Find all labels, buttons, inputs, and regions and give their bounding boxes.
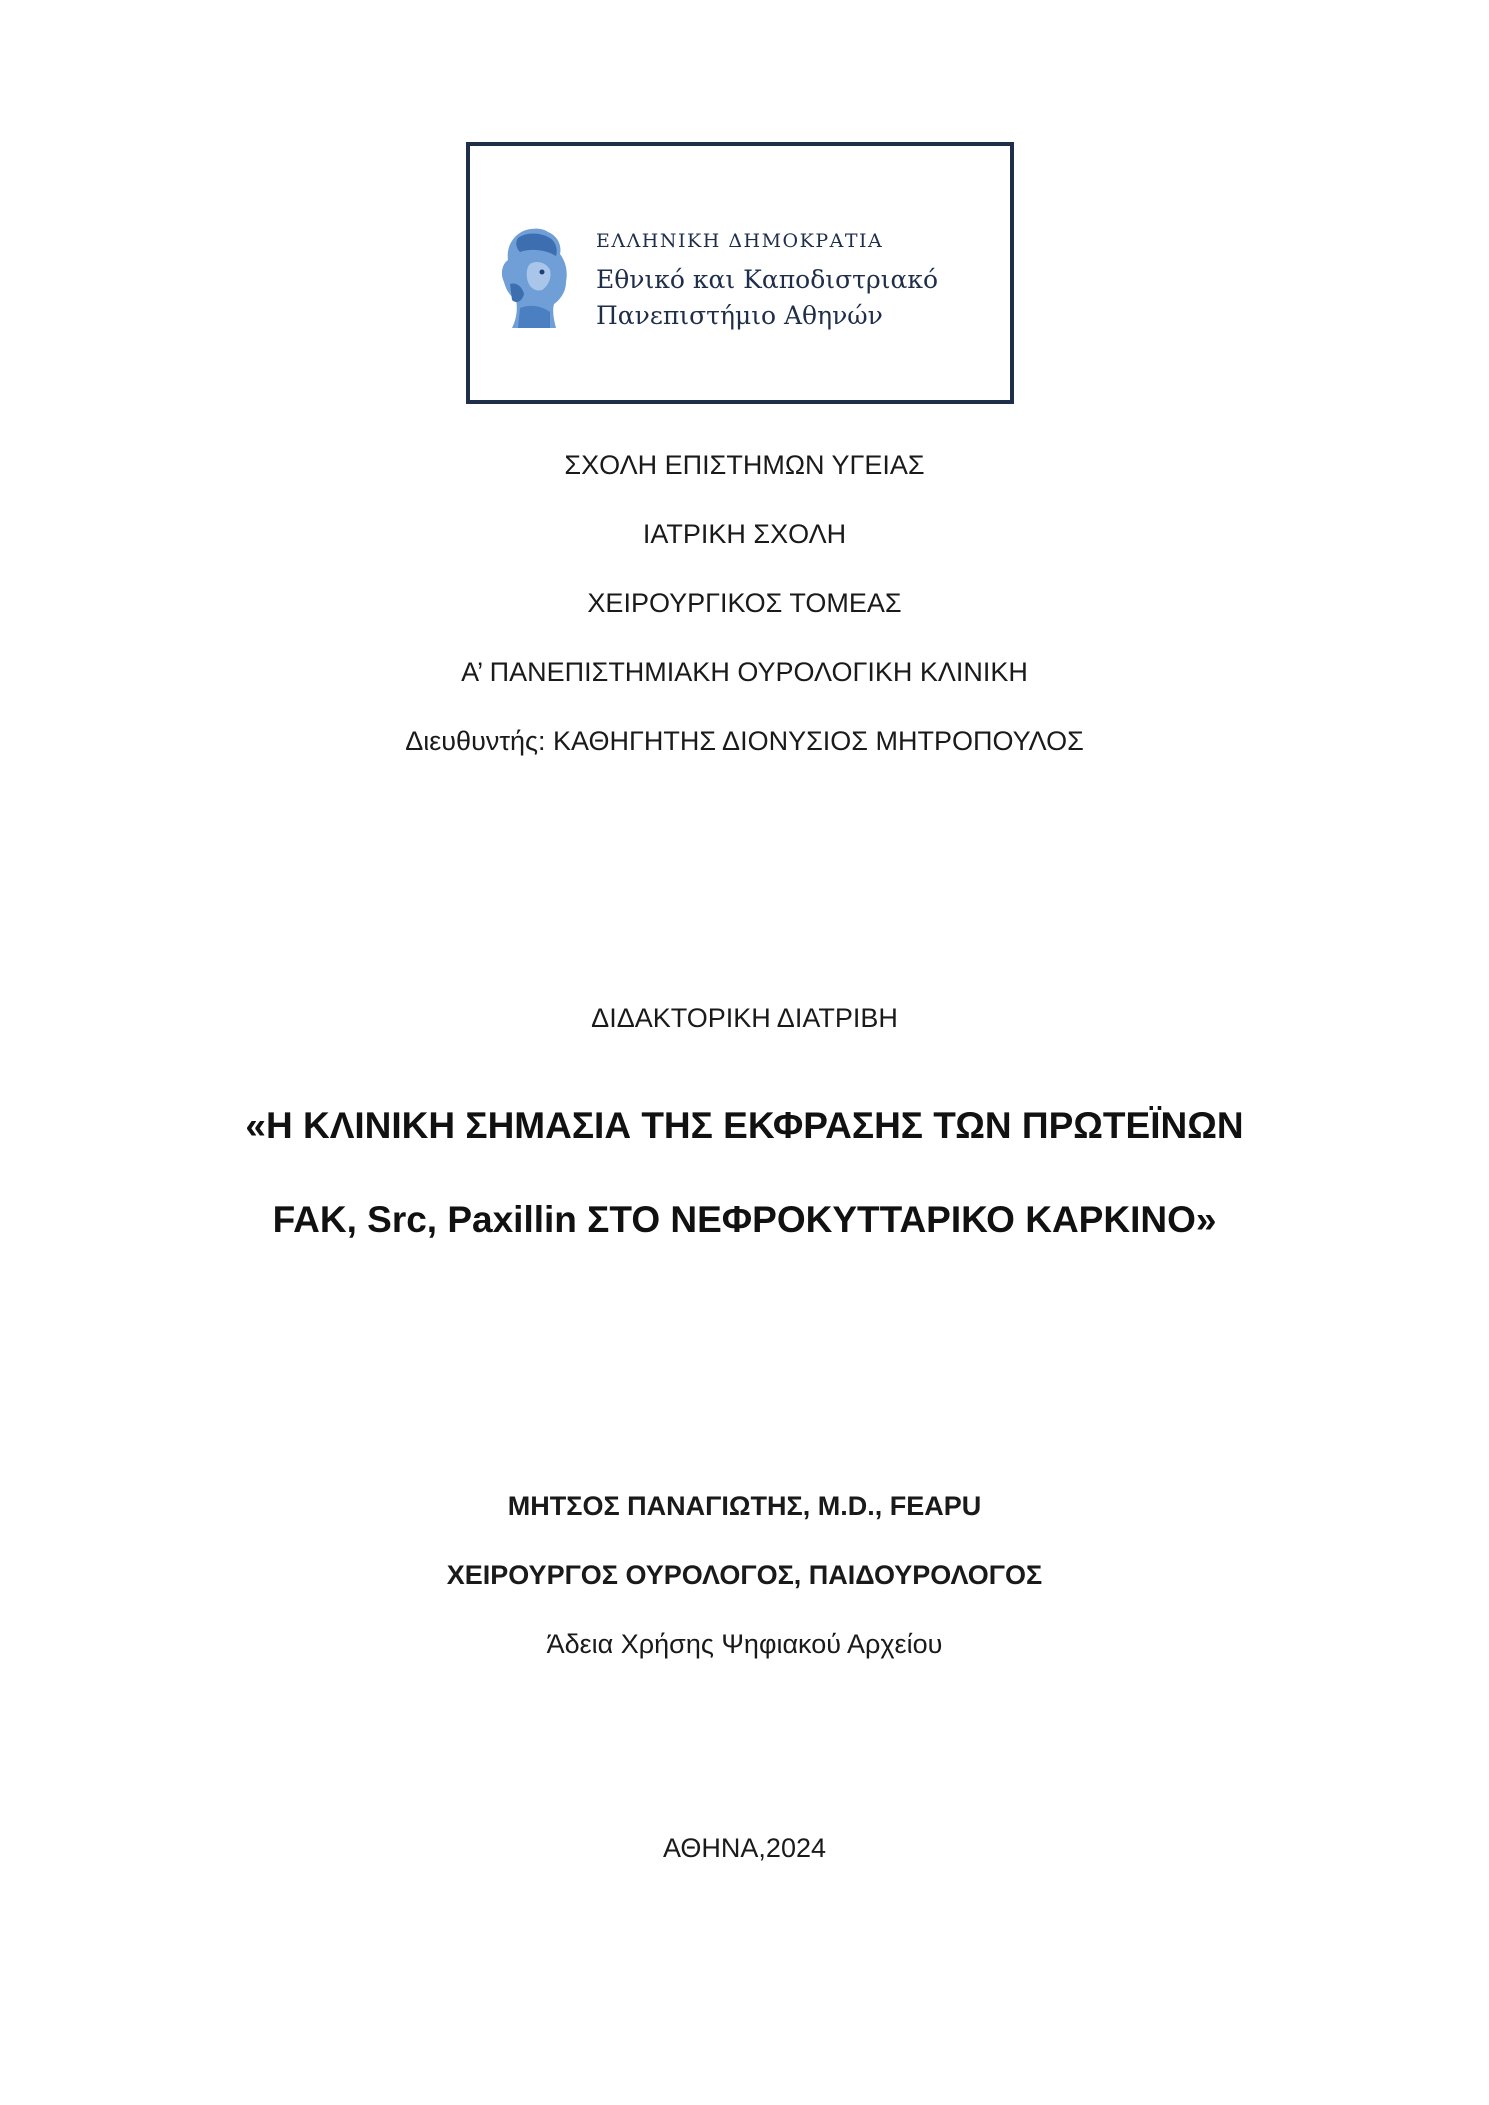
athena-head-icon xyxy=(496,224,576,332)
logo-text-republic: ΕΛΛΗΝΙΚΗ ΔΗΜΟΚΡΑΤΙΑ xyxy=(596,230,884,252)
thesis-title-line1: «Η ΚΛΙΝΙΚΗ ΣΗΜΑΣΙΑ ΤΗΣ ΕΚΦΡΑΣΗΣ ΤΩΝ ΠΡΩΤΕΪΝΩΝ xyxy=(245,1105,1244,1146)
author-name: ΜΗΤΣΟΣ ΠΑΝΑΓΙΩΤΗΣ, M.D., FEAPU xyxy=(507,1491,982,1521)
director-line: Διευθυντής: ΚΑΘΗΓΗΤΗΣ ΔΙΟΝΥΣΙΟΣ ΜΗΤΡΟΠΟΥΛΟΣ xyxy=(405,726,1084,756)
faculty-name: ΙΑΤΡΙΚΗ ΣΧΟΛΗ xyxy=(642,519,847,549)
thesis-title-line2: FAK, Src, Paxillin ΣΤΟ ΝΕΦΡΟΚΥΤΤΑΡΙΚΟ ΚΑΡΚΙΝΟ» xyxy=(272,1199,1217,1240)
logo-text-university-line1: Εθνικό και Καποδιστριακό xyxy=(596,265,939,294)
university-logo xyxy=(466,142,1014,404)
sector-name: ΧΕΙΡΟΥΡΓΙΚΟΣ ΤΟΜΕΑΣ xyxy=(587,588,902,618)
author-role: ΧΕΙΡΟΥΡΓΟΣ ΟΥΡΟΛΟΓΟΣ, ΠΑΙΔΟΥΡΟΛΟΓΟΣ xyxy=(446,1560,1043,1590)
clinic-name: Α’ ΠΑΝΕΠΙΣΤΗΜΙΑΚΗ ΟΥΡΟΛΟΓΙΚΗ ΚΛΙΝΙΚΗ xyxy=(461,657,1028,687)
place-year: ΑΘΗΝΑ,2024 xyxy=(662,1833,826,1863)
school-name: ΣΧΟΛΗ ΕΠΙΣΤΗΜΩΝ ΥΓΕΙΑΣ xyxy=(564,450,925,480)
thesis-type: ΔΙΔΑΚΤΟΡΙΚΗ ΔΙΑΤΡΙΒΗ xyxy=(591,1003,898,1033)
license-notice: Άδεια Χρήσης Ψηφιακού Αρχείου xyxy=(546,1629,943,1659)
logo-text-university-line2: Πανεπιστήμιο Αθηνών xyxy=(596,301,883,330)
